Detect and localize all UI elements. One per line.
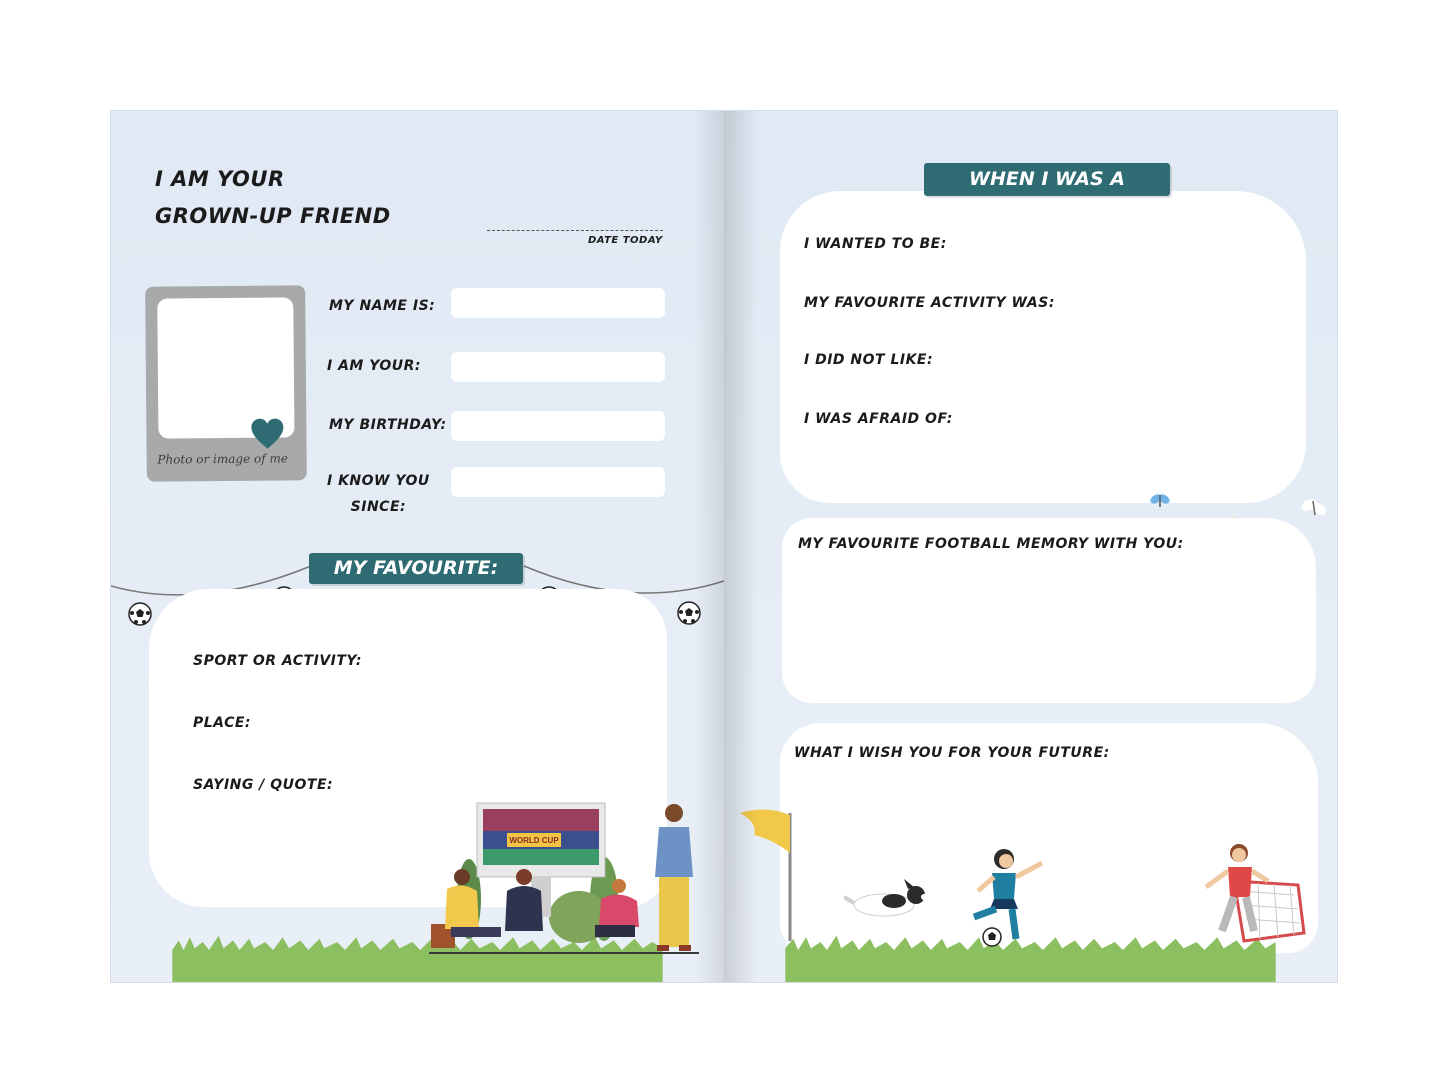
birthday-field[interactable] bbox=[451, 411, 665, 441]
child-item-dislike: I DID NOT LIKE: bbox=[804, 352, 934, 368]
since-line-2: SINCE: bbox=[350, 499, 407, 515]
photo-caption: Photo or image of me bbox=[157, 451, 289, 467]
favourite-item-sport: SPORT OR ACTIVITY: bbox=[193, 653, 362, 669]
girl-player-illustration bbox=[946, 847, 1056, 947]
date-label: DATE TODAY bbox=[588, 235, 663, 246]
right-page bbox=[724, 111, 1337, 982]
child-item-activity: MY FAVOURITE ACTIVITY WAS: bbox=[804, 295, 1055, 311]
field-label-relation: I AM YOUR: bbox=[327, 358, 422, 374]
title-line-1: I AM YOUR bbox=[155, 167, 285, 191]
wish-label: WHAT I WISH YOU FOR YOUR FUTURE: bbox=[794, 745, 1110, 761]
memory-label: MY FAVOURITE FOOTBALL MEMORY WITH YOU: bbox=[798, 536, 1184, 552]
photo-frame[interactable] bbox=[145, 285, 307, 481]
field-label-since bbox=[327, 468, 430, 520]
name-field[interactable] bbox=[451, 288, 665, 318]
field-label-name: MY NAME IS: bbox=[329, 298, 436, 314]
since-field[interactable] bbox=[451, 467, 665, 497]
book-gutter-left bbox=[694, 111, 724, 982]
book-spread bbox=[110, 110, 1338, 983]
favourite-item-quote: SAYING / QUOTE: bbox=[193, 777, 334, 793]
child-banner: WHEN I WAS A CHILD... bbox=[924, 163, 1170, 196]
since-line-1: I KNOW YOU bbox=[327, 473, 430, 489]
field-label-birthday: MY BIRTHDAY: bbox=[329, 417, 447, 433]
left-page bbox=[111, 111, 724, 982]
date-line bbox=[487, 230, 663, 231]
title-line-2: GROWN-UP FRIEND bbox=[155, 204, 391, 228]
book-gutter-right bbox=[724, 111, 758, 982]
tv-text: WORLD CUP bbox=[509, 836, 559, 845]
child-item-afraid: I WAS AFRAID OF: bbox=[804, 411, 953, 427]
tv-watching-illustration bbox=[429, 799, 699, 955]
favourite-item-place: PLACE: bbox=[193, 715, 252, 731]
page-title bbox=[155, 161, 391, 235]
butterfly-icon bbox=[1149, 491, 1171, 511]
relation-field[interactable] bbox=[451, 352, 665, 382]
favourite-banner: MY FAVOURITE: bbox=[309, 553, 523, 584]
dog-illustration bbox=[844, 875, 934, 925]
boy-goalkeeper-illustration bbox=[1194, 841, 1314, 947]
heart-icon bbox=[250, 417, 284, 449]
child-item-wanted: I WANTED TO BE: bbox=[804, 236, 947, 252]
football-icon bbox=[127, 601, 153, 627]
butterfly-icon bbox=[1299, 495, 1329, 521]
